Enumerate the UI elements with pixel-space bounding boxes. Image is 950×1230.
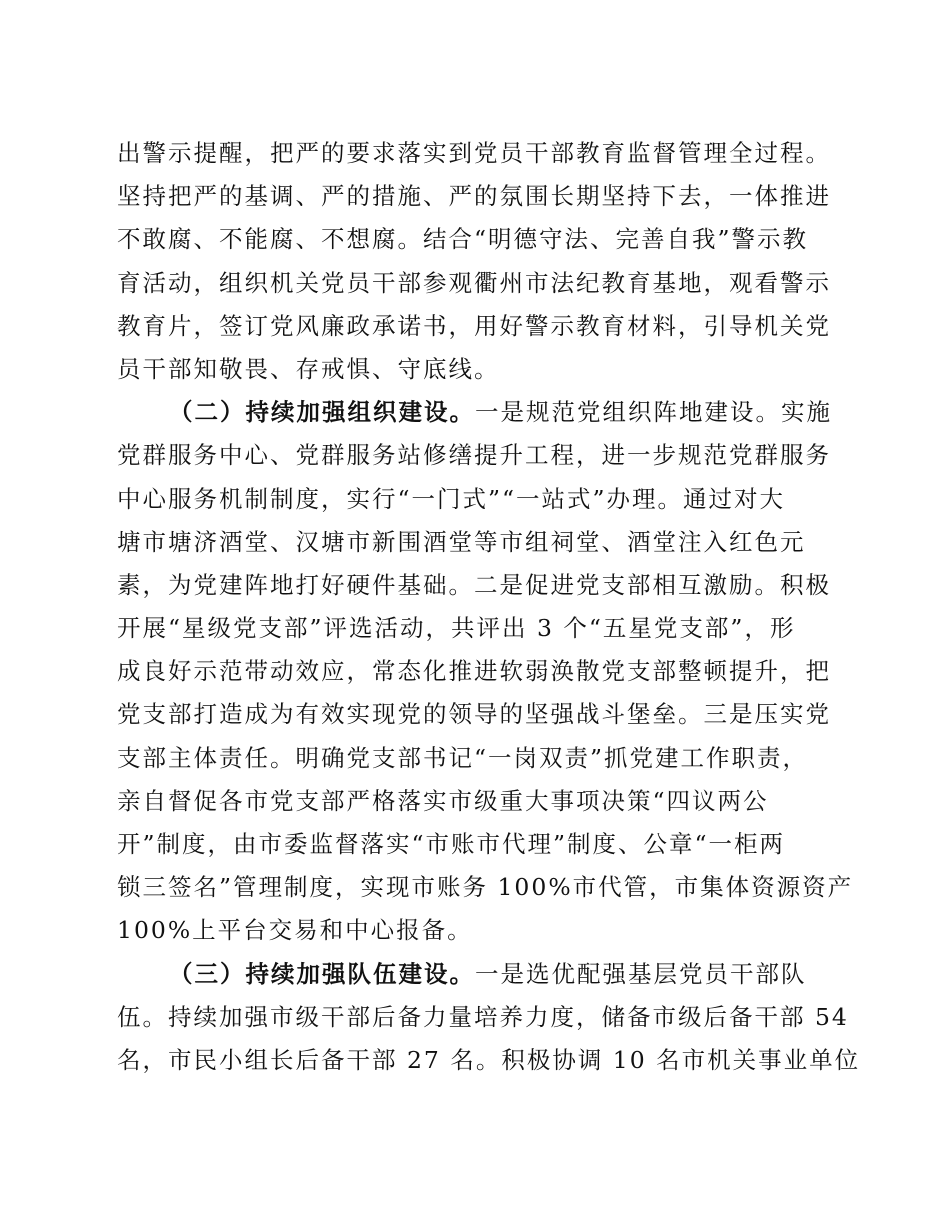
text-line: 伍。持续加强市级干部后备力量培养力度，储备市级后备干部 54 [117, 1002, 849, 1031]
text-line: 名，市民小组长后备干部 27 名。积极协调 10 名市机关事业单位 [117, 1045, 861, 1074]
text-line: 育活动，组织机关党员干部参观衢州市法纪教育基地，观看警示 [117, 268, 831, 297]
text-line: 党支部打造成为有效实现党的领导的坚强战斗堡垒。三是压实党 [117, 700, 831, 729]
text-line: 成良好示范带动效应，常态化推进软弱涣散党支部整顿提升，把 [117, 657, 831, 686]
text-line: 不敢腐、不能腐、不想腐。结合“明德守法、完善自我”警示教 [117, 225, 809, 254]
text-line: 亲自督促各市党支部严格落实市级重大事项决策“四议两公 [117, 786, 769, 815]
text-line: 员干部知敬畏、存戒惧、守底线。 [117, 354, 500, 383]
text-line: 党群服务中心、党群服务站修缮提升工程，进一步规范党群服务 [117, 441, 831, 470]
text-line: 出警示提醒，把严的要求落实到党员干部教育监督管理全过程。 [117, 139, 831, 167]
section-text: 一是选优配强基层党员干部队 [475, 959, 807, 988]
text-line: 塘市塘济酒堂、汉塘市新围酒堂等市组祠堂、酒堂注入红色元 [117, 527, 806, 556]
document-body [117, 132, 861, 1082]
text-line: 教育片，签订党风廉政承诺书，用好警示教育材料，引导机关党 [117, 311, 831, 340]
text-line: 锁三签名”管理制度，实现市账务 100%市代管，市集体资源资产 [117, 873, 854, 902]
text-line: 坚持把严的基调、严的措施、严的氛围长期坚持下去，一体推进 [117, 182, 831, 211]
section-line [117, 953, 817, 996]
text-line: 支部主体责任。明确党支部书记“一岗双责”抓党建工作职责， [117, 743, 809, 772]
section-heading: （二）持续加强组织建设。 [169, 398, 475, 427]
section-line [117, 391, 832, 434]
text-line: 素，为党建阵地打好硬件基础。二是促进党支部相互激励。积极 [117, 570, 831, 599]
section-text: 一是规范党组织阵地建设。实施 [475, 398, 832, 427]
text-line: 100%上平台交易和中心报备。 [117, 916, 473, 945]
text-line: 开展“星级党支部”评选活动，共评出 3 个“五星党支部”，形 [117, 614, 796, 643]
text-line: 开”制度，由市委监督落实“市账市代理”制度、公章“一柜两 [117, 830, 786, 858]
section-heading: （三）持续加强队伍建设。 [169, 959, 475, 988]
text-line: 中心服务机制制度，实行“一门式”“一站式”办理。通过对大 [117, 484, 786, 513]
